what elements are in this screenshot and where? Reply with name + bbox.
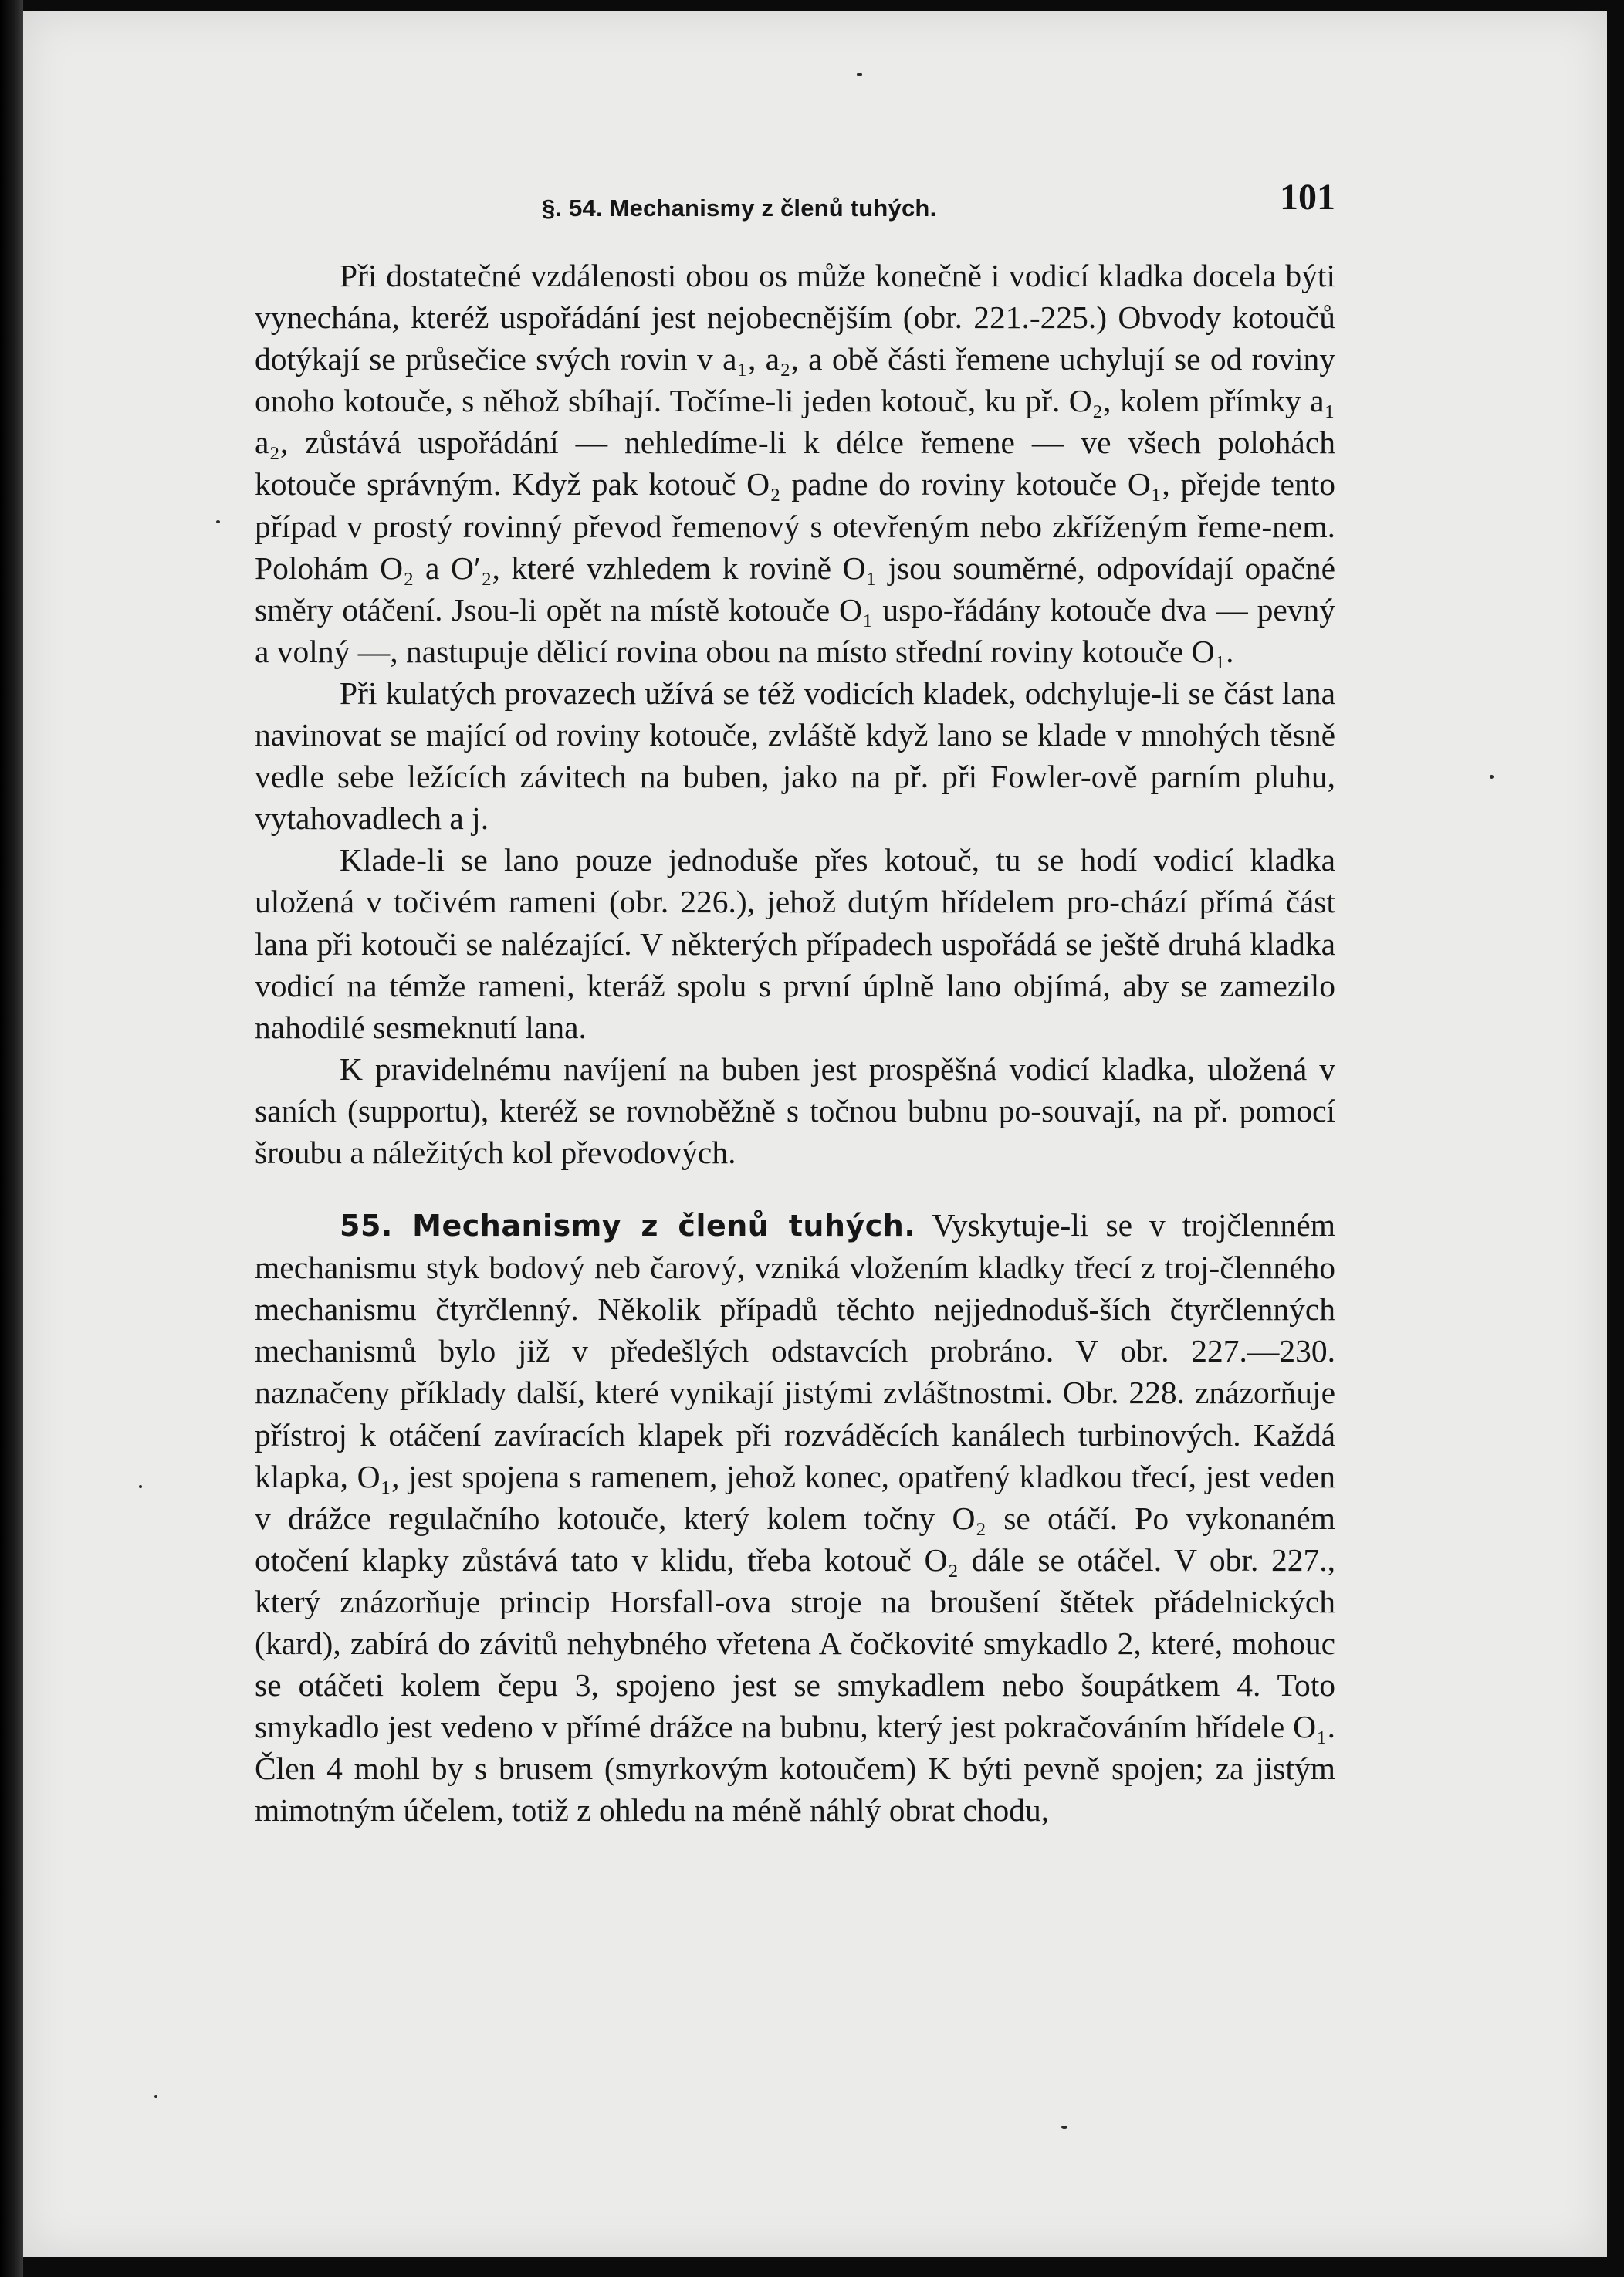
page-header — [255, 176, 1335, 230]
paragraph-3: Klade-li se lano pouze jednoduše přes kotouč, tu se hodí vodicí kladka uložená v točivém rameni (obr. 226.), jehož dutým hřídelem pro-chází přímá část lana při kotouči se nalézající. V některých případech uspořádá se ještě druhá kladka vodicí na témže rameni, kteráž spolu s první úplně lano objímá, aby se zamezilo nahodilé sesmeknutí lana. — [255, 842, 1335, 1045]
scan-speck — [154, 2095, 157, 2098]
scan-speck — [857, 73, 862, 76]
section-heading: 55. Mechanismy z členů tuhých. — [340, 1209, 916, 1243]
scan-edge — [0, 0, 23, 2277]
scan-speck — [216, 520, 220, 523]
scan-speck — [139, 1485, 142, 1488]
paragraph-2: Při kulatých provazech užívá se též vodicích kladek, odchyluje-li se část lana navinovat se mající od roviny kotouče, zvláště když lano se klade v mnohých těsně vedle sebe ležících závitech na buben, jako na př. při Fowler-ově parním pluhu, vytahovadlech a j. — [255, 675, 1335, 837]
paragraph-4: K pravidelnému navíjení na buben jest prospěšná vodicí kladka, uložená v saních (supportu), kteréž se rovnoběžně s točnou bubnu po-souvají, na př. pomocí šroubu a náležitých kol převodových. — [255, 1051, 1335, 1170]
running-head: §. 54. Mechanismy z členů tuhých. — [542, 195, 937, 222]
section-55 — [255, 1204, 1335, 1831]
body-text — [255, 255, 1335, 1831]
paragraph-1: Při dostatečné vzdálenosti obou os může konečně i vodicí kladka docela býti vynechána, kteréž uspořádání jest nejobecnějším (obr. 221.-225.) Obvody kotoučů dotýkají se průsečice svých rovin v a₁, a₂, a obě části řemene uchylují se od roviny onoho kotouče, s něhož sbíhají. Točíme-li jeden kotouč, ku př. O₂, kolem přímky a₁ a₂, zůstává uspořádání — nehledíme-li k délce řemene — ve všech polohách kotouče správným. Když pak kotouč O₂ padne do roviny kotouče O₁, přejde tento případ v prostý rovinný převod řemenový s otevřeným nebo zkříženým řeme-nem. Polohám O₂ a O′₂, které vzhledem k rovině O₁ jsou souměrné, odpovídají opačné směry otáčení. Jsou-li opět na místě kotouče O₁ uspo-řádány kotouče dva — pevný a volný —, nastupuje dělicí rovina obou na místo střední roviny kotouče O₁. — [255, 258, 1335, 669]
scan-speck — [1061, 2126, 1067, 2129]
section-text: Vyskytuje-li se v trojčlenném mechanismu styk bodový neb čarový, vzniká vložením kladky třecí z troj-členného mechanismu čtyrčlenný. Několik případů těchto nejjednoduš-ších čtyrčlenných mechanismů bylo již v předešlých odstavcích probráno. V obr. 227.—230. naznačeny příklady další, které vynikají jistými zvláštnostmi. Obr. 228. znázorňuje přístroj k otáčení zavíracích klapek při rozváděcích kanálech turbinových. Každá klapka, O₁, jest spojena s ramenem, jehož konec, opatřený kladkou třecí, jest veden v drážce regulačního kotouče, který kolem točny O₂ se otáčí. Po vykonaném otočení klapky zůstává tato v klidu, třeba kotouč O₂ dále se otáčel. V obr. 227., který znázorňuje princip Horsfall-ova stroje na broušení štětek přádelnických (kard), zabírá do závitů nehybného vřetena A čočkovité smykadlo 2, které, mohouc se otáčeti kolem čepu 3, spojeno jest se smykadlem nebo šoupátkem 4. Toto smykadlo jest vedeno v přímé drážce na bubnu, který jest pokračováním hřídele O₁. Člen 4 mohl by s brusem (smyrkovým kotoučem) K býti pevně spojen; za jistým mimotným účelem, totiž z ohledu na méně náhlý obrat chodu, — [255, 1207, 1335, 1829]
scan-speck — [1490, 775, 1494, 779]
page-number: 101 — [1280, 177, 1335, 218]
